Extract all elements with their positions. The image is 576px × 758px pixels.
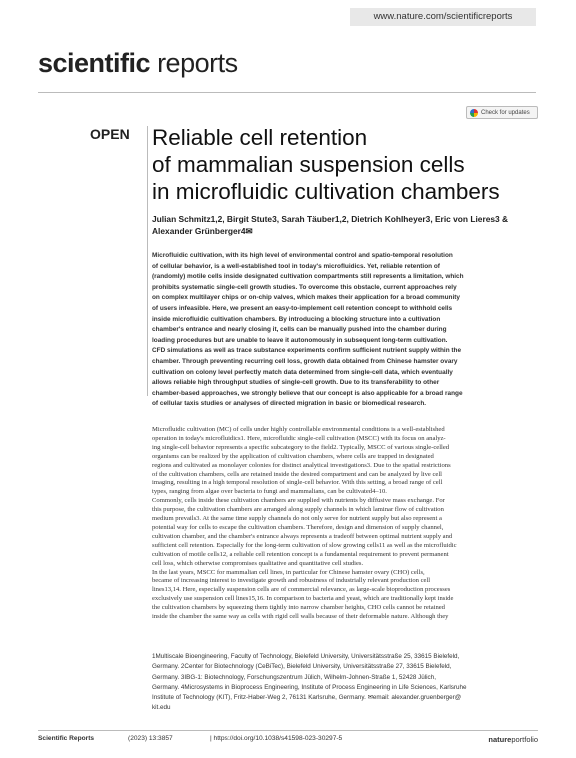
body-line: Commonly, cells inside these cultivation chambers are supplied with nutrients by diffusive mass exchange. For — [152, 497, 445, 505]
abstract-line: (randomly) motile cells inside designated cultivation compartments still represents a limitation, which — [152, 273, 464, 281]
affiliations-footnote — [152, 652, 538, 714]
body-line: In the last years, MSCC for mammalian cell lines, in particular for Chinese hamster ovary (CHO) cells, — [152, 568, 425, 576]
body-line: operation in today's microfluidics1. Here, microfluidic single-cell cultivation (MSCC) with its focus on analyz- — [152, 434, 446, 442]
body-line: of the cultivation chambers, cells are retained inside the desired compartment and can be analyzed by live cell — [152, 470, 443, 478]
abstract-line: chamber's entrance and nearly closing it, cells can be manually pushed into the chamber during — [152, 326, 447, 334]
body-line: became of increasing interest to investigate growth and robustness of industrially relevant production cell — [152, 577, 431, 585]
body-line: imaging, resulting in a high temporal resolution of single-cell behavior. With this setting, a broad range of cell — [152, 479, 443, 487]
publisher-bold: nature — [488, 735, 512, 744]
abstract — [152, 251, 538, 410]
abstract-line: of cellular behavior, is a well-established tool in today's microfluidics. Yet, reliable retention of — [152, 262, 440, 270]
abstract-line: loading procedures but are unable to leave it autonomously in subsequent long-term cultivation. — [152, 336, 448, 344]
publisher-light: portfolio — [511, 735, 538, 744]
body-line: regions and cultivated as monolayer colonies for distinct analytical investigations3. Due to the spatial restrictions — [152, 461, 451, 469]
title-line: of mammalian suspension cells — [152, 152, 465, 177]
footnote-line: kit.edu — [152, 704, 171, 712]
open-access-label: OPEN — [90, 126, 130, 142]
body-line: organisms can be realized by the application of cultivation chambers, where cells are trapped in designated — [152, 452, 434, 460]
footnote-line: Germany. 2Center for Biotechnology (CeBiTec), Bielefeld University, Universitätsstraße 27, 33615 Bielefeld, — [152, 663, 452, 671]
abstract-line: chamber-based approaches, we strongly believe that our concept is also applicable for a broad range — [152, 389, 463, 397]
body-line: potential way for cells to escape the cultivation chambers. Therefore, design and dimension of supply channel, — [152, 523, 444, 531]
abstract-line: of cellular taxis studies or analyses of directed migration in basic or biomedical research. — [152, 400, 427, 408]
abstract-line: cultivation on colony level perfectly match data determined from single-cell data, which eventually — [152, 368, 453, 376]
check-updates-button[interactable] — [466, 106, 538, 119]
body-line: sufficient cell retention. Especially for the long-term cultivation of slow growing cells11 as well as the microfluidic — [152, 541, 457, 549]
publisher-logo — [488, 735, 538, 744]
abstract-line: Microfluidic cultivation, with its high level of environmental control and spatio-temporal resolution — [152, 252, 453, 259]
abstract-line: inside microfluidic cultivation chambers. By introducing a blocking structure into a cultivation — [152, 315, 441, 323]
body-line: Microfluidic cultivation (MC) of cells under highly controllable environmental conditions is a well-established — [152, 426, 445, 433]
body-line: cell loss, which otherwise compromises qualitative and quantitative cell studies. — [152, 559, 364, 567]
abstract-line: prohibits systematic single-cell growth studies. To overcome this obstacle, current approaches rely — [152, 283, 457, 291]
body-line: the cultivation chambers by squeezing them tightly into narrow chamber heights, CHO cells cannot be retained — [152, 604, 445, 612]
body-line: types, ranging from algae over bacteria to fungi and mammalians, can be cultivated4–10. — [152, 488, 387, 496]
journal-url[interactable]: www.nature.com/scientificreports — [350, 8, 536, 26]
body-line: cultivation of motile cells12, a reliable cell retention concept is a fundamental requirement to prevent permanent — [152, 550, 449, 558]
title-line: Reliable cell retention — [152, 125, 368, 150]
author-line[interactable]: Alexander Grünberger4✉ — [152, 226, 253, 236]
abstract-line: allows reliable high throughput studies of single-cell growth. Due to its transferability to other — [152, 379, 440, 387]
body-line: inside the chamber the same way as cells with rigid cell walls because of their deformable nature. Although they — [152, 613, 449, 621]
footnote-line: Germany. 3IBG-1: Biotechnology, Forschungszentrum Jülich, Wilhelm-Johnen-Straße 1, 52428 Jülich, — [152, 673, 436, 681]
footnote-line: Germany. 4Microsystems in Bioprocess Engineering, Institute of Process Engineering in Life Sciences, Karlsruhe — [152, 683, 467, 691]
body-line: cultivation chamber, and the chamber's entrance always represents a tradeoff between optimal nutrient supply and — [152, 532, 453, 540]
body-line: ing single-cell behavior represents a specific subcategory to the field2. Typically, MSCC of various single-celled — [152, 443, 450, 451]
author-line[interactable]: Julian Schmitz1,2, Birgit Stute3, Sarah Täuber1,2, Dietrich Kohlheyer3, Eric von Lieres3 & — [152, 214, 509, 224]
article-title — [152, 124, 552, 205]
body-line: this purpose, the cultivation chambers are arranged along supply channels in which laminar flow of cultivation — [152, 506, 444, 514]
check-updates-label: Check for updates — [481, 109, 530, 116]
author-list — [152, 213, 542, 237]
abstract-line: on complex multilayer chips or on-chip valves, which makes their application for a broad community — [152, 294, 461, 302]
body-text — [152, 426, 538, 622]
crossmark-icon — [470, 109, 478, 117]
margin-divider — [147, 126, 148, 396]
abstract-line: CFD simulations as well as trace substance experiments confirm sufficient nutrient supply within the — [152, 347, 462, 355]
body-line: lines13,14. Here, especially suspension cells are of commercial relevance, as large-scale bioproduction processes — [152, 586, 451, 594]
footnote-line: Institute of Technology (KIT), Fritz-Haber-Weg 2, 76131 Karlsruhe, Germany. ✉email: alexander.gruenberger@ — [152, 694, 462, 702]
footer-journal: Scientific Reports — [38, 735, 95, 742]
title-line: in microfluidic cultivation chambers — [152, 179, 500, 204]
abstract-line: chamber. Through preventing recurring cell loss, growth data obtained from Chinese hamster ovary — [152, 357, 458, 365]
body-line: exclusively use suspension cell lines15,16. In comparison to bacteria and yeast, which are traditionally kept inside — [152, 595, 454, 603]
journal-logo-bold: scientific — [38, 48, 151, 78]
journal-logo — [38, 48, 238, 79]
abstract-line: of users infeasible. Here, we present an easy-to-implement cell retention concept to withhold cells — [152, 304, 453, 312]
header-divider — [38, 92, 536, 93]
footer-doi-link[interactable]: | https://doi.org/10.1038/s41598-023-30297-5 — [210, 735, 343, 742]
footer-citation: (2023) 13:3857 — [128, 735, 173, 742]
journal-logo-light: reports — [157, 48, 238, 78]
footer-divider — [38, 730, 538, 731]
body-line: medium prevails3. At the same time supply channels do not only serve for nutrient supply but also represent a — [152, 515, 442, 523]
footnote-line: 1Multiscale Bioengineering, Faculty of Technology, Bielefeld University, Universitätsstraße 25, 33615 Bielefeld, — [152, 653, 460, 660]
